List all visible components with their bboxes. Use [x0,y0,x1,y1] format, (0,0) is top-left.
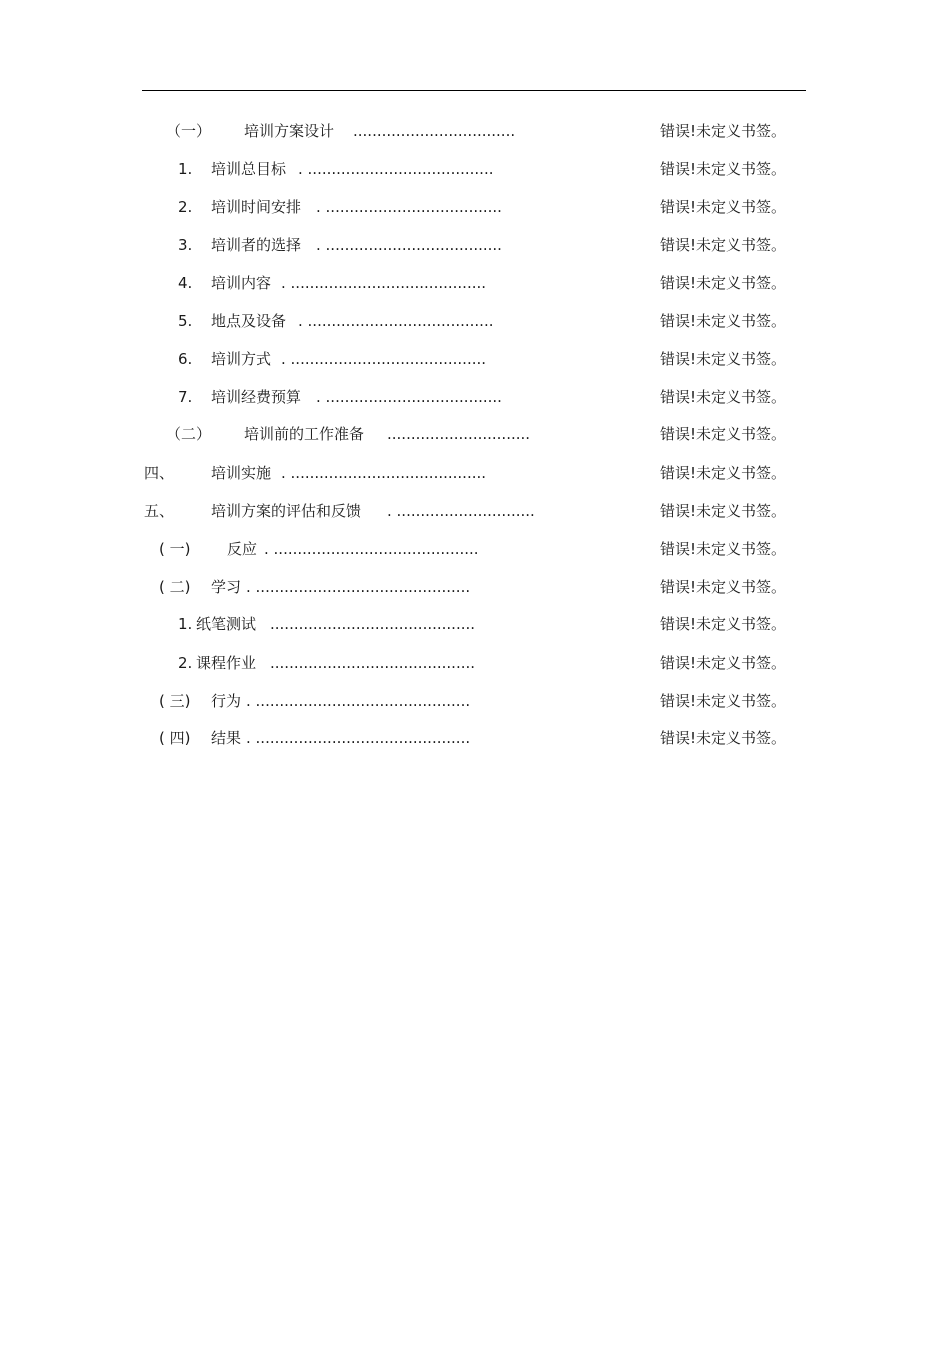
toc-entry-number: ( 三) [159,692,191,710]
toc-entry-title: 培训方案的评估和反馈 [211,502,362,520]
toc-entry-leader: . ............................................. [246,729,471,747]
toc-entry-leader: . ........................................... [264,540,479,558]
toc-entry-page: 错误!未定义书签。 [660,274,787,292]
toc-entry-page: 错误!未定义书签。 [660,198,787,216]
toc-entry-page: 错误!未定义书签。 [660,654,787,672]
toc-entry-page: 错误!未定义书签。 [660,729,787,747]
toc-entry-number: ( 二) [159,578,191,596]
toc-entry-page: 错误!未定义书签。 [660,160,787,178]
toc-entry-leader: . ............................................. [246,692,471,710]
toc-entry-page: 错误!未定义书签。 [660,692,787,710]
toc-entry-title: 培训内容 [211,274,272,292]
toc-entry-number: ( 一) [159,540,191,558]
toc-entry-number: 5. [178,312,193,330]
toc-entry-7[interactable] [0,348,950,370]
toc-entry-6[interactable] [0,310,950,332]
toc-entry-leader: . ....................................... [298,160,494,178]
toc-entry-number: 7. [178,388,193,406]
toc-entry-title: 培训方式 [211,350,272,368]
toc-entry-title: 培训者的选择 [211,236,302,254]
toc-entry-number: （一） [166,122,212,140]
toc-entry-page: 错误!未定义书签。 [660,312,787,330]
toc-entry-leader: . ..................................... [316,198,502,216]
toc-entry-5[interactable] [0,272,950,294]
toc-entry-page: 错误!未定义书签。 [660,464,787,482]
toc-entry-title: 行为 [211,692,242,710]
toc-entry-17[interactable] [0,727,950,749]
toc-entry-leader: . ....................................... [298,312,494,330]
toc-entry-leader: .............................. [387,425,531,443]
toc-entry-number: 6. [178,350,193,368]
toc-entry-number: 五、 [144,502,175,520]
toc-entry-leader: .................................. [353,122,516,140]
toc-entry-title: 培训总目标 [211,160,287,178]
toc-entry-title: 培训时间安排 [211,198,302,216]
toc-entry-title: 学习 [211,578,242,596]
toc-entry-number: 2. [178,654,193,672]
toc-entry-leader: . ..................................... [316,388,502,406]
toc-entry-page: 错误!未定义书签。 [660,122,787,140]
toc-entry-title: 地点及设备 [211,312,287,330]
toc-entry-page: 错误!未定义书签。 [660,540,787,558]
toc-entry-leader: ........................................... [270,654,476,672]
header-rule [142,90,806,91]
toc-entry-number: 四、 [144,464,175,482]
toc-entry-page: 错误!未定义书签。 [660,502,787,520]
toc-entry-title: 课程作业 [196,654,257,672]
toc-entry-14[interactable] [0,613,950,635]
toc-entry-4[interactable] [0,234,950,256]
toc-entry-page: 错误!未定义书签。 [660,350,787,368]
toc-entry-15[interactable] [0,652,950,674]
toc-entry-leader: . ..................................... [316,236,502,254]
toc-entry-title: 纸笔测试 [196,615,257,633]
toc-entry-number: ( 四) [159,729,191,747]
toc-entry-title: 结果 [211,729,242,747]
toc-entry-page: 错误!未定义书签。 [660,578,787,596]
toc-entry-2[interactable] [0,158,950,180]
toc-entry-leader: . ......................................... [281,274,487,292]
toc-entry-title: 培训方案设计 [244,122,335,140]
toc-entry-16[interactable] [0,690,950,712]
toc-entry-title: 培训经费预算 [211,388,302,406]
toc-entry-title: 培训前的工作准备 [244,425,365,443]
toc-entry-page: 错误!未定义书签。 [660,388,787,406]
toc-entry-3[interactable] [0,196,950,218]
toc-entry-leader: . ............................................. [246,578,471,596]
toc-entry-page: 错误!未定义书签。 [660,615,787,633]
toc-entry-leader: ........................................... [270,615,476,633]
toc-entry-number: 3. [178,236,193,254]
toc-entry-leader: . ............................. [387,502,535,520]
toc-entry-leader: . ......................................... [281,464,487,482]
toc-entry-number: 1. [178,615,193,633]
toc-entry-8[interactable] [0,386,950,408]
toc-entry-10[interactable] [0,462,950,484]
toc-entry-number: （二） [166,425,212,443]
toc-entry-page: 错误!未定义书签。 [660,236,787,254]
toc-entry-title: 反应 [227,540,258,558]
toc-entry-number: 2. [178,198,193,216]
toc-entry-title: 培训实施 [211,464,272,482]
toc-entry-13[interactable] [0,576,950,598]
toc-entry-page: 错误!未定义书签。 [660,425,787,443]
toc-entry-leader: . ......................................... [281,350,487,368]
toc-entry-number: 4. [178,274,193,292]
toc-entry-9[interactable] [0,423,950,445]
toc-entry-12[interactable] [0,538,950,560]
toc-entry-11[interactable] [0,500,950,522]
toc-entry-number: 1. [178,160,193,178]
toc-entry-1[interactable] [0,120,950,142]
